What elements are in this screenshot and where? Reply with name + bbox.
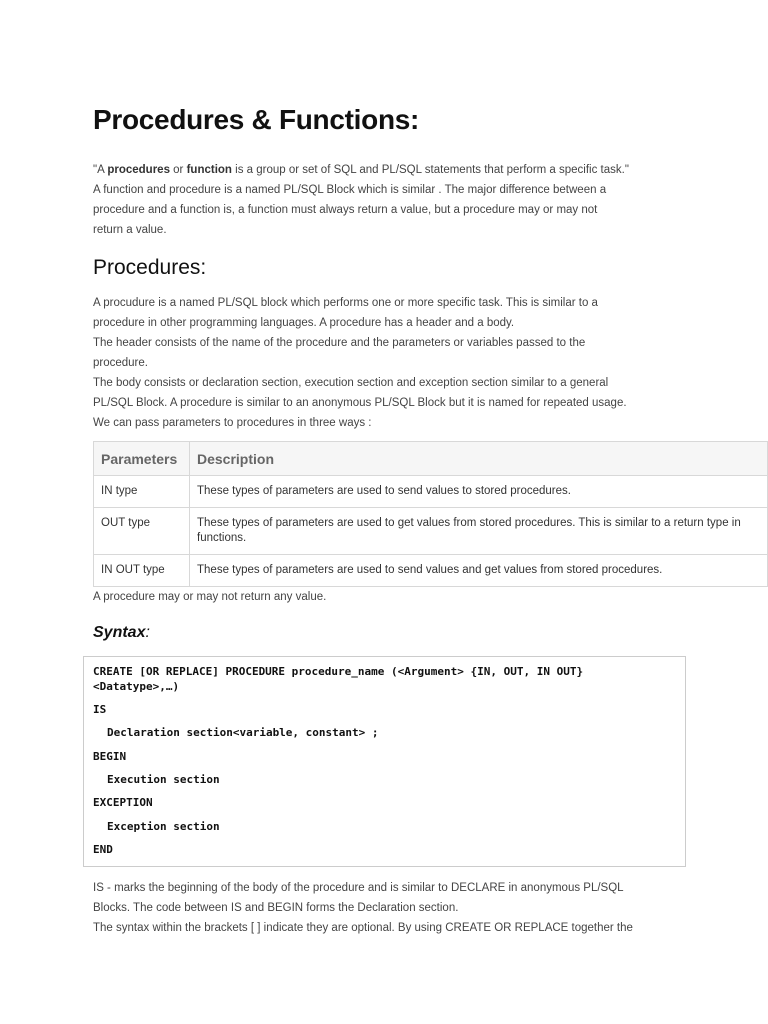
code-line: Execution section [107, 773, 220, 786]
code-line: END [93, 843, 113, 856]
code-line: CREATE [OR REPLACE] PROCEDURE procedure_name (<Argument> {IN, OUT, IN OUT} [93, 665, 584, 678]
procedures-line: PL/SQL Block. A procedure is similar to an anonymous PL/SQL Block but it is named for repeated usage. [93, 397, 627, 409]
syntax-heading [93, 624, 150, 642]
param-description-cell: These types of parameters are used to send values to stored procedures. [190, 476, 768, 508]
procedures-paragraph [93, 293, 668, 433]
param-name-cell: OUT type [94, 508, 190, 555]
intro-paragraph [93, 160, 668, 240]
code-line: Declaration section<variable, constant> ; [107, 726, 379, 739]
syntax-colon: : [145, 624, 150, 641]
procedures-heading: Procedures: [93, 256, 207, 279]
code-line: IS [93, 703, 107, 716]
procedures-line: procedure in other programming languages. A procedure has a header and a body. [93, 317, 515, 329]
procedures-line: A procudure is a named PL/SQL block which performs one or more specific task. This is similar to a [93, 297, 598, 309]
table-row [94, 476, 768, 508]
footer-line: IS - marks the beginning of the body of the procedure and is similar to DECLARE in anonymous PL/SQL [93, 882, 624, 894]
intro-line-2: A function and procedure is a named PL/SQL Block which is similar . The major difference between a [93, 184, 607, 196]
procedures-term: procedures [107, 164, 170, 176]
after-table-line: A procedure may or may not return any value. [93, 591, 327, 603]
code-line: EXCEPTION [93, 796, 153, 809]
function-term: function [186, 164, 232, 176]
after-table-paragraph [93, 587, 668, 607]
code-line: Exception section [107, 820, 220, 833]
procedures-line: We can pass parameters to procedures in three ways : [93, 417, 372, 429]
table-row [94, 508, 768, 555]
param-name-cell: IN type [94, 476, 190, 508]
table-header-row [94, 442, 768, 476]
procedures-line: The header consists of the name of the procedure and the parameters or variables passed to the [93, 337, 586, 349]
param-name-cell: IN OUT type [94, 555, 190, 587]
table-row [94, 555, 768, 587]
procedures-line: The body consists or declaration section, execution section and exception section similar to a general [93, 377, 609, 389]
intro-line-4: return a value. [93, 224, 167, 236]
footer-paragraph [93, 878, 668, 938]
intro-line-1: "A procedures or function is a group or set of SQL and PL/SQL statements that perform a specific task." [93, 164, 629, 176]
header-parameters: Parameters [94, 442, 190, 476]
code-line: <Datatype>,…) [93, 680, 180, 693]
code-block [83, 656, 686, 867]
code-line: BEGIN [93, 750, 127, 763]
footer-line: The syntax within the brackets [ ] indicate they are optional. By using CREATE OR REPLACE together the [93, 922, 633, 934]
procedures-line: procedure. [93, 357, 148, 369]
param-description-cell: These types of parameters are used to get values from stored procedures. This is similar to a return type in functions. [190, 508, 768, 555]
syntax-label: Syntax [93, 624, 146, 641]
header-description: Description [190, 442, 768, 476]
param-description-cell: These types of parameters are used to send values and get values from stored procedures. [190, 555, 768, 587]
parameters-table [93, 441, 768, 587]
intro-line-3: procedure and a function is, a function must always return a value, but a procedure may or may not [93, 204, 598, 216]
page-title: Procedures & Functions: [93, 104, 420, 135]
footer-line: Blocks. The code between IS and BEGIN forms the Declaration section. [93, 902, 459, 914]
